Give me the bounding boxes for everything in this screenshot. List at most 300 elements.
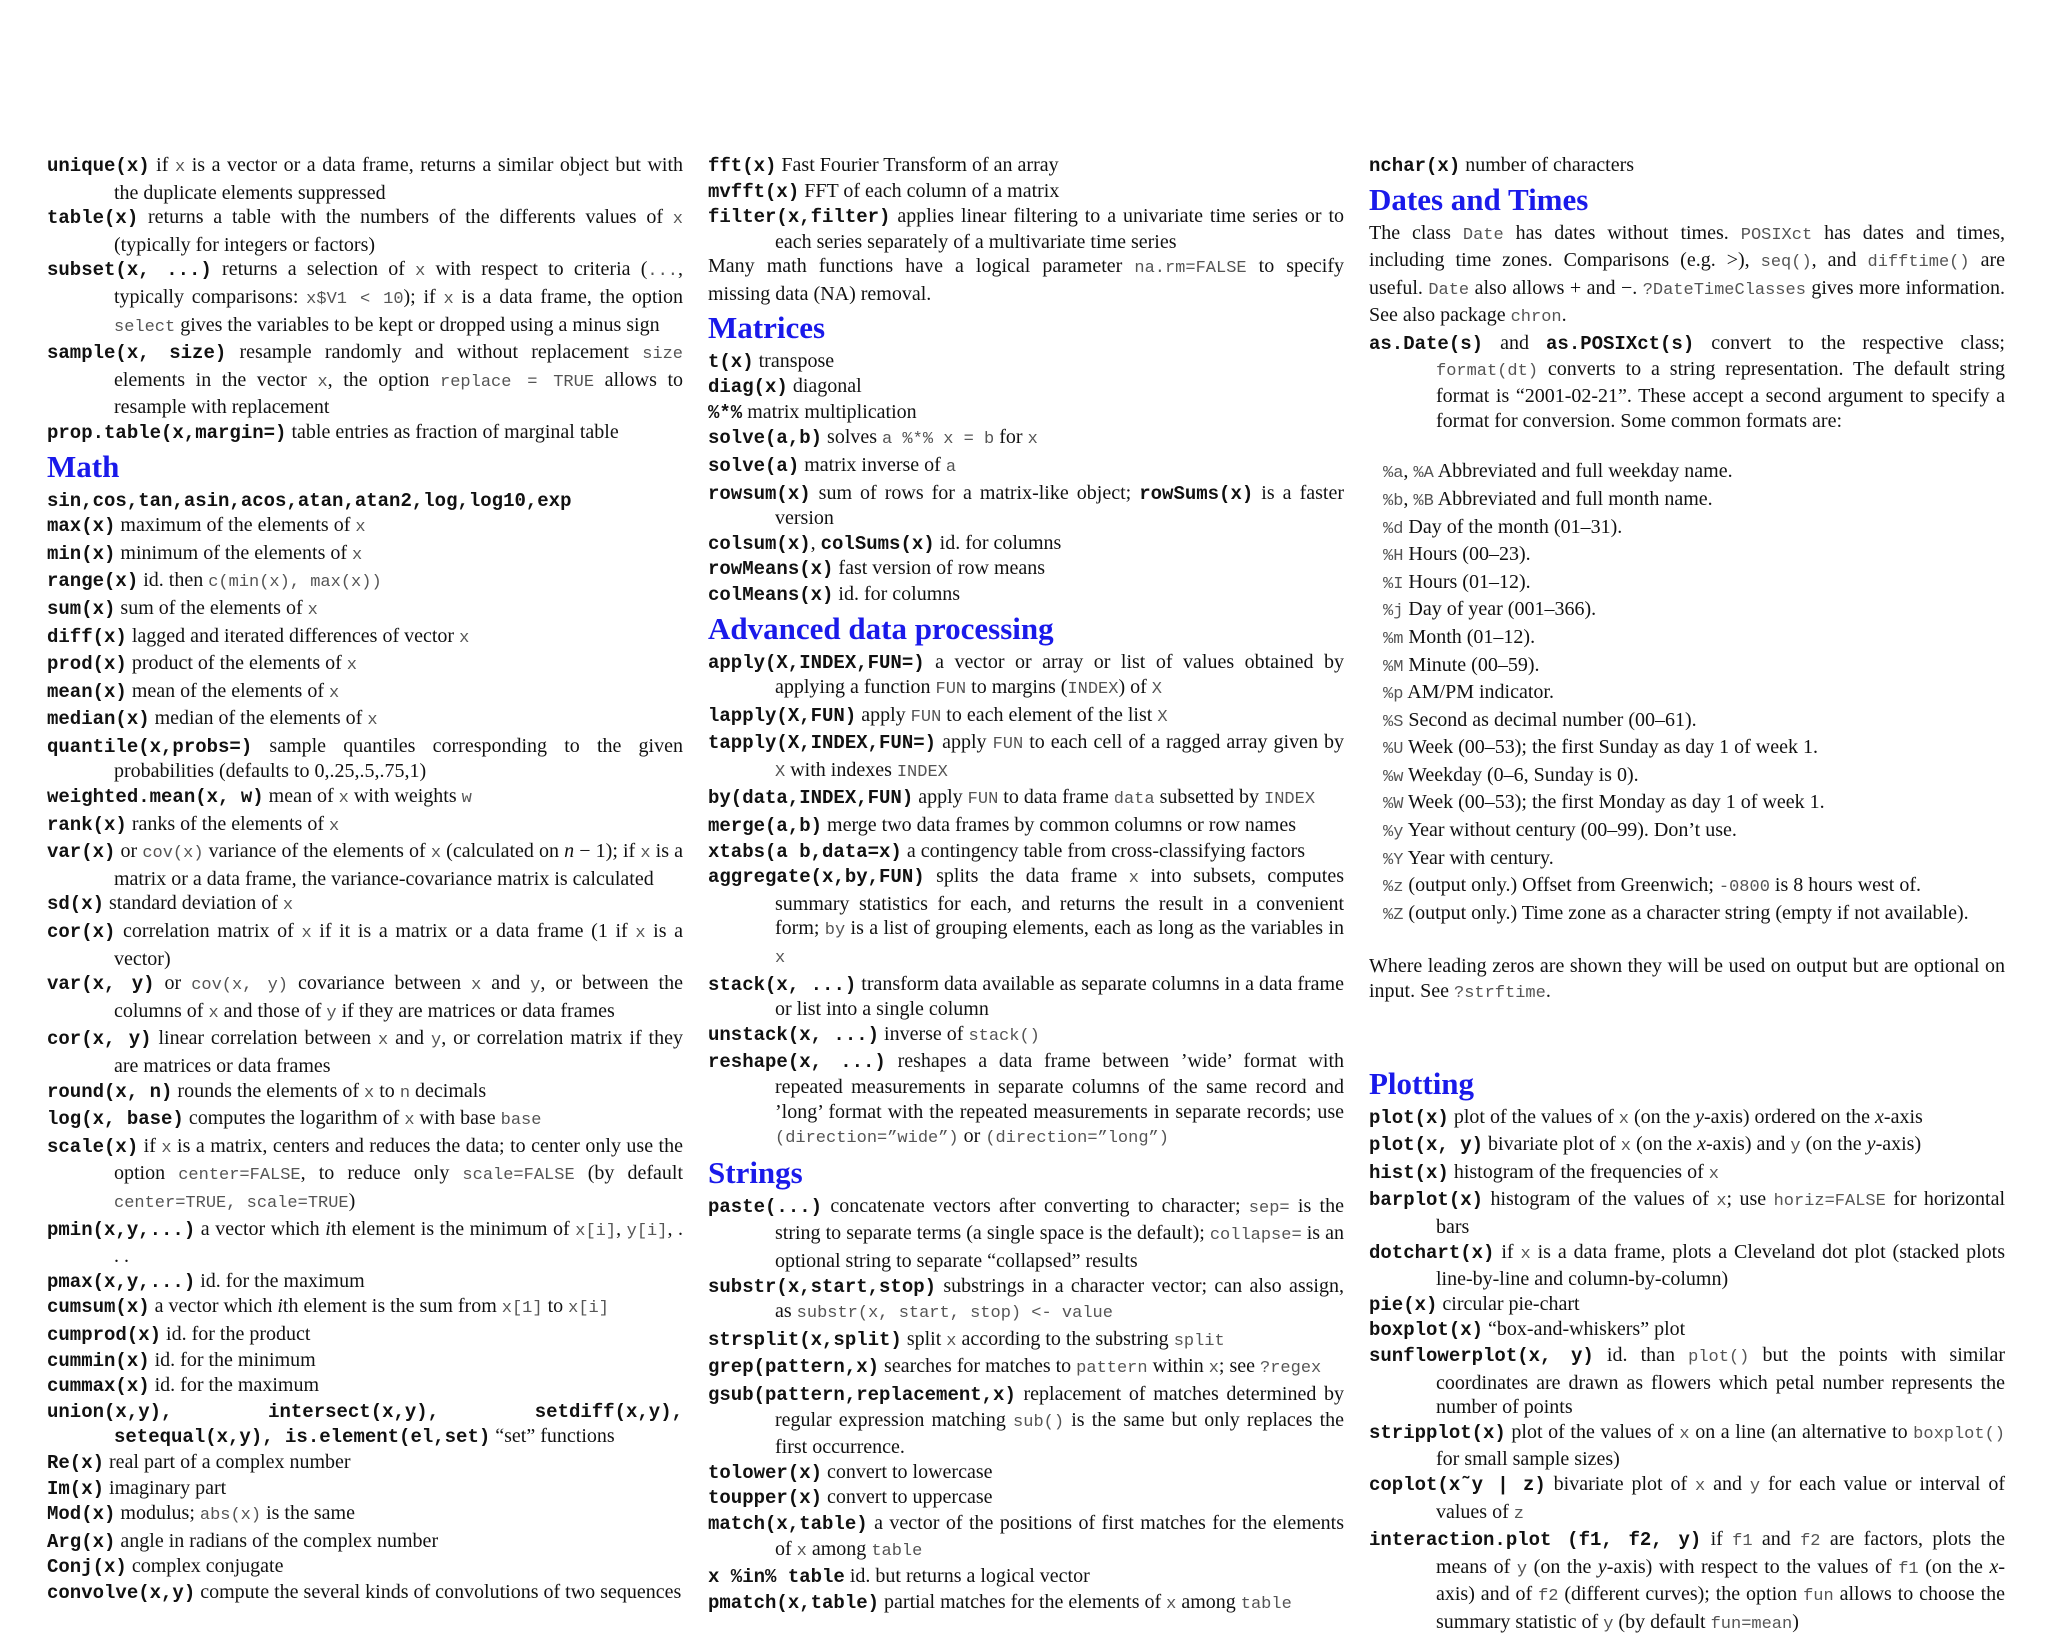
description-text: complex conjugate: [126, 1555, 284, 1578]
description-text: sample quantiles corresponding to the given probabilities (defaults to 0,.25,.5,.75,1): [114, 734, 683, 783]
reference-entry: [1369, 1472, 2005, 1527]
description-text: allows to resample with replacement: [114, 368, 684, 419]
description-text: plot of the values of: [1505, 1420, 1680, 1443]
description-text: (by default: [574, 1162, 684, 1185]
description-text: sum of rows for a matrix-like object;: [810, 481, 1140, 504]
description-text: replacement of matches determined by regular expression matching: [775, 1382, 1344, 1431]
description-text: circular pie-chart: [1437, 1292, 1580, 1315]
code-literal: POSIXct: [1740, 225, 1813, 245]
code-literal: stack(): [968, 1026, 1040, 1046]
reference-entry: [708, 374, 1344, 400]
description-text: ); if: [403, 285, 444, 308]
function-name: apply(X,INDEX,FUN=): [708, 651, 925, 674]
description-text: into subsets, computes summary statistics for each, and returns the result in a convenient form;: [775, 865, 1344, 940]
code-literal: chron: [1510, 308, 1562, 328]
function-name: match(x,table): [708, 1512, 868, 1535]
code-literal: x: [161, 1138, 172, 1158]
code-literal: (direction=”long”): [985, 1129, 1169, 1149]
description-text: maximum of the elements of: [115, 514, 356, 537]
function-name: Arg(x): [47, 1530, 116, 1553]
code-literal: y: [326, 1003, 337, 1023]
code-literal: x: [443, 289, 454, 309]
description-text: if it is a matrix or a data frame (1 if: [311, 920, 636, 943]
function-name: as.POSIXct(s): [1546, 332, 1695, 355]
format-list: [1369, 459, 2005, 928]
description-text: id. for columns: [934, 531, 1062, 554]
entry-list: [47, 488, 683, 1606]
math-symbol: i: [277, 1295, 283, 1318]
code-literal: x: [640, 844, 651, 864]
na-rm-note: [708, 254, 1344, 306]
description-text: is a faster version: [775, 481, 1344, 530]
description-text: to: [542, 1295, 569, 1318]
code-literal: x: [328, 683, 340, 703]
code-literal: ?strftime: [1454, 984, 1546, 1004]
format-code-item: [1383, 542, 2005, 570]
function-name: var(x): [47, 841, 116, 864]
code-literal: size: [642, 345, 684, 365]
function-name: scale(x): [47, 1135, 139, 1158]
description-text: among: [1176, 1590, 1241, 1613]
description-text: , . . .: [114, 1217, 684, 1268]
code-literal: y: [1516, 1559, 1528, 1579]
function-name: diag(x): [708, 376, 788, 399]
function-name: table(x): [47, 207, 139, 230]
format-code-item: [1383, 515, 2005, 543]
code-literal: %p: [1383, 685, 1404, 705]
code-literal: x: [208, 1003, 219, 1023]
description-text: “set” functions: [490, 1425, 615, 1448]
function-name: tolower(x): [708, 1461, 823, 1484]
entry-list: [708, 349, 1344, 608]
reference-entry: [708, 179, 1344, 205]
math-symbol: y: [1695, 1105, 1704, 1128]
description-text: a vector of the positions of first matches for the elements of: [775, 1511, 1344, 1560]
reference-entry: [708, 1511, 1344, 1564]
code-literal: sep=: [1248, 1198, 1290, 1218]
function-name: median(x): [47, 708, 150, 731]
reference-entry: [708, 453, 1344, 481]
code-literal: FUN: [992, 735, 1024, 755]
description-text: a contingency table from cross-classifying factors: [901, 839, 1306, 862]
code-literal: %M: [1383, 657, 1404, 677]
description-text: (on the: [1800, 1133, 1867, 1156]
description-text: -axis) with respect to the values of: [1606, 1555, 1899, 1578]
code-literal: FUN: [967, 790, 999, 810]
code-literal: a: [945, 457, 957, 477]
description-text: are useful.: [1369, 249, 2005, 299]
description-text: Day of year (001–366).: [1403, 598, 1597, 621]
format-code-item: [1383, 653, 2005, 681]
code-literal: collapse=: [1209, 1226, 1302, 1246]
description-text: correlation matrix of: [115, 920, 302, 943]
code-literal: %U: [1383, 740, 1404, 760]
format-code-item: [1383, 570, 2005, 598]
entry-list: [1369, 153, 2005, 179]
description-text: a vector which: [195, 1217, 326, 1240]
code-literal: %b: [1383, 491, 1404, 511]
reference-entry: [47, 624, 683, 652]
description-text: and: [1705, 1472, 1750, 1495]
function-name: grep(pattern,x): [708, 1356, 880, 1379]
description-text: product of the elements of: [126, 652, 347, 675]
code-literal: %H: [1383, 547, 1404, 567]
function-name: Im(x): [47, 1477, 105, 1500]
math-symbol: x: [1697, 1133, 1706, 1156]
reference-entry: [708, 1564, 1344, 1590]
description-text: a vector which: [149, 1295, 278, 1318]
reference-entry: [47, 420, 683, 446]
function-name: diff(x): [47, 625, 127, 648]
description-text: converts to a string representation. The default string format is “2001-02-21”. These accept a second argument to specify a format for conversion. Some common formats are:: [1436, 357, 2005, 432]
code-literal: cov(x, y): [191, 976, 288, 996]
function-name: cummax(x): [47, 1375, 150, 1398]
function-name: interaction.plot (f1, f2, y): [1369, 1529, 1702, 1552]
reference-entry: [708, 1485, 1344, 1511]
reference-entry: [708, 1022, 1344, 1050]
format-code-item: [1383, 597, 2005, 625]
entry-list: [708, 650, 1344, 1152]
function-name: Mod(x): [47, 1503, 116, 1526]
description-text: matrix multiplication: [742, 400, 917, 423]
format-code-item: [1383, 846, 2005, 874]
description-text: is an optional string to separate “collapsed” results: [775, 1222, 1344, 1272]
function-name: by(data,INDEX,FUN): [708, 787, 914, 810]
code-literal: x: [317, 372, 328, 392]
description-text: Abbreviated and full weekday name.: [1433, 460, 1733, 483]
description-text: is a list of grouping elements, each as long as the variables in: [845, 917, 1344, 940]
description-text: or: [958, 1125, 986, 1148]
description-text: (typically for integers or factors): [114, 233, 376, 256]
description-text: searches for matches to: [879, 1355, 1077, 1378]
description-text: rounds the elements of: [172, 1079, 365, 1102]
description-text: ,: [1403, 460, 1414, 483]
code-literal: x: [1027, 430, 1038, 450]
code-literal: center=FALSE: [178, 1166, 301, 1186]
function-name: pie(x): [1369, 1293, 1438, 1316]
function-name: log(x, base): [47, 1108, 184, 1131]
reference-entry: [47, 1476, 683, 1502]
code-literal: Date: [1462, 225, 1504, 245]
code-literal: table: [871, 1541, 923, 1561]
description-text: id. then: [138, 569, 209, 592]
function-name: reshape(x, ...): [708, 1051, 886, 1074]
description-text: (on the: [1629, 1105, 1696, 1128]
reference-entry: [708, 582, 1344, 608]
description-text: Year without century (00–99). Don’t use.: [1403, 819, 1737, 842]
code-literal: na.rm=FALSE: [1134, 259, 1247, 279]
reference-entry: [47, 734, 683, 784]
code-literal: x: [364, 1083, 375, 1103]
function-name: Conj(x): [47, 1556, 127, 1579]
reference-entry: [708, 703, 1344, 731]
function-name: dotchart(x): [1369, 1241, 1495, 1264]
function-name: solve(a): [708, 454, 800, 477]
code-literal: x: [1679, 1424, 1690, 1444]
description-text: or: [115, 840, 143, 863]
description-text: and: [481, 972, 531, 995]
function-name: plot(x, y): [1369, 1134, 1484, 1157]
code-literal: %A: [1413, 464, 1434, 484]
description-text: reshapes a data frame between ’wide’ format with repeated measurements in separate columns of the same record and ’long’ format with the repeated measurements in separate records; use: [775, 1050, 1345, 1123]
description-text: .: [1561, 304, 1567, 327]
reference-entry: [708, 813, 1344, 839]
function-name: pmin(x,y,...): [47, 1218, 196, 1241]
format-code-item: [1383, 818, 2005, 846]
description-text: applies linear filtering to a univariate time series or to each series separately of a multivariate time series: [775, 205, 1344, 253]
code-literal: substr(x, start, stop) <- value: [796, 1304, 1113, 1324]
reference-entry: [708, 556, 1344, 582]
reference-entry: [47, 153, 683, 205]
description-text: linear correlation between: [151, 1027, 379, 1050]
code-literal: a %*% x = b: [882, 430, 995, 450]
code-literal: INDEX: [1264, 790, 1316, 810]
function-name: %*%: [708, 401, 743, 424]
description-text: if: [138, 1134, 162, 1157]
reference-entry: [47, 205, 683, 257]
function-name: cumprod(x): [47, 1323, 162, 1346]
column-right: [1369, 153, 2005, 1638]
reference-entry: [1369, 1132, 2005, 1160]
description-text: angle in radians of the complex number: [115, 1529, 439, 1552]
code-literal: %a: [1383, 464, 1404, 484]
format-code-item: [1383, 625, 2005, 653]
description-text: is the same: [261, 1502, 355, 1525]
reference-entry: [47, 1554, 683, 1580]
code-literal: x: [1708, 1164, 1719, 1184]
function-name: prod(x): [47, 653, 127, 676]
description-text: transform data available as separate columns in a data frame or list into a single column: [775, 972, 1344, 1021]
reference-entry: [47, 1322, 683, 1348]
reference-entry: [47, 1529, 683, 1555]
code-literal: center=TRUE, scale=TRUE: [114, 1193, 349, 1213]
description-text: if: [1494, 1240, 1521, 1263]
reference-entry: [708, 349, 1344, 375]
description-text: , or correlation matrix if they are matrices or data frames: [114, 1027, 683, 1077]
function-name: nchar(x): [1369, 155, 1461, 177]
reference-entry: [1369, 331, 2005, 433]
description-text: are factors, plots the means of: [1436, 1528, 2005, 1578]
section-heading-advanced: Advanced data processing: [708, 610, 1054, 646]
function-name: colSums(x): [820, 532, 935, 555]
description-text: AM/PM indicator.: [1403, 681, 1554, 704]
function-name: max(x): [47, 515, 116, 538]
function-name: substr(x,start,stop): [708, 1275, 937, 1298]
description-text: (on the: [1918, 1555, 1990, 1578]
description-text: Fast Fourier Transform of an array: [776, 154, 1059, 176]
description-text: (output only.) Time zone as a character string (empty if not available).: [1403, 901, 1969, 924]
code-literal: x: [282, 896, 294, 916]
description-text: within: [1147, 1355, 1209, 1378]
reference-entry: [47, 1450, 683, 1476]
description-text: Second as decimal number (00–61).: [1403, 708, 1697, 731]
description-text: resample randomly and without replacement: [226, 341, 643, 364]
function-name: plot(x): [1369, 1106, 1449, 1129]
reference-entry: [47, 1399, 683, 1450]
description-text: to each cell of a ragged array given by: [1023, 731, 1345, 754]
function-name: rowMeans(x): [708, 558, 834, 581]
reference-entry: [1369, 1420, 2005, 1472]
description-text: -axis) and of: [1436, 1555, 2006, 1606]
description-text: convert to uppercase: [822, 1486, 993, 1509]
description-text: id. for the maximum: [149, 1374, 320, 1397]
format-code-item: [1383, 680, 2005, 708]
description-text: on a line (an alternative to: [1689, 1420, 1914, 1443]
math-symbol: i: [325, 1217, 331, 1240]
description-text: inverse of: [879, 1022, 969, 1045]
function-name: sunflowerplot(x, y): [1369, 1344, 1594, 1367]
description-text: The class: [1369, 221, 1463, 244]
description-text: (on the: [1630, 1133, 1698, 1156]
function-name: stack(x, ...): [708, 973, 857, 996]
code-literal: FUN: [935, 680, 967, 700]
description-text: id. for the maximum: [195, 1269, 365, 1292]
description-text: histogram of the values of: [1483, 1188, 1717, 1211]
math-symbol: y: [1597, 1555, 1607, 1578]
description-text: concatenate vectors after converting to character;: [822, 1194, 1249, 1217]
description-text: to data frame: [998, 786, 1114, 809]
reference-entry: [1369, 1317, 2005, 1343]
code-literal: x: [1618, 1109, 1629, 1129]
description-text: bivariate plot of: [1545, 1472, 1696, 1495]
description-text: , and: [1811, 249, 1868, 272]
entry-list: [708, 153, 1344, 254]
reference-entry: [47, 784, 683, 812]
description-text: imaginary part: [104, 1476, 227, 1499]
code-literal: f2: [1538, 1587, 1559, 1607]
reference-entry: [708, 481, 1344, 531]
reference-entry: [708, 650, 1344, 703]
description-text: -axis) ordered on the: [1703, 1105, 1876, 1128]
code-literal: x: [796, 1541, 807, 1561]
code-literal: format(dt): [1436, 361, 1539, 381]
function-name: solve(a,b): [708, 427, 823, 450]
code-literal: x: [430, 844, 442, 864]
function-name: rowsum(x): [708, 482, 811, 505]
description-text: Week (00–53); the first Sunday as day 1 of week 1.: [1403, 736, 1818, 759]
code-literal: y: [1790, 1137, 1801, 1157]
reference-entry: [47, 891, 683, 919]
code-literal: select: [114, 317, 176, 337]
description-text: , or between the columns of: [114, 972, 683, 1022]
section-heading-dates: Dates and Times: [1369, 181, 1589, 217]
reference-entry: [47, 679, 683, 707]
code-literal: x: [307, 600, 318, 620]
description-text: id. than: [1593, 1343, 1689, 1366]
reference-entry: [47, 1373, 683, 1399]
description-text: is a vector): [114, 920, 683, 970]
code-literal: x: [378, 1031, 389, 1051]
code-literal: ...: [647, 262, 678, 282]
function-name: boxplot(x): [1369, 1319, 1484, 1342]
code-literal: base: [500, 1111, 542, 1131]
function-name: quantile(x,probs=): [47, 735, 253, 758]
code-literal: %W: [1383, 795, 1404, 815]
code-literal: by: [824, 921, 846, 941]
function-name: barplot(x): [1369, 1189, 1484, 1212]
function-name: Re(x): [47, 1451, 105, 1474]
code-literal: y[i]: [626, 1221, 668, 1241]
function-name: subset(x, ...): [47, 259, 212, 282]
function-name: pmax(x,y,...): [47, 1270, 196, 1293]
description-text: (on the: [1527, 1555, 1598, 1578]
description-text: apply: [856, 703, 911, 726]
description-text: , to reduce only: [300, 1162, 463, 1185]
function-name: lapply(X,FUN): [708, 704, 857, 727]
description-text: to margins (: [966, 676, 1068, 699]
function-name: strsplit(x,split): [708, 1328, 902, 1351]
code-literal: x: [635, 924, 646, 944]
function-name: paste(...): [708, 1195, 823, 1218]
description-text: merge two data frames by common columns or row names: [822, 814, 1296, 837]
description-text: apply: [913, 786, 968, 809]
code-literal: x: [672, 210, 683, 230]
description-text: is a vector or a data frame, returns a similar object but with the duplicate elements suppressed: [114, 154, 684, 204]
code-literal: c(min(x), max(x)): [208, 573, 382, 593]
description-text: with respect to criteria (: [425, 258, 648, 281]
function-name: stripplot(x): [1369, 1421, 1506, 1444]
description-text: and: [1483, 331, 1547, 354]
description-text: is a matrix, centers and reduces the data; to center only use the option: [114, 1134, 683, 1185]
reference-entry: [708, 1194, 1344, 1274]
reference-entry: [708, 1049, 1344, 1151]
math-symbol: x: [1875, 1105, 1884, 1128]
function-name: union(x,y), intersect(x,y), setdiff(x,y), setequal(x,y), is.element(el,set): [47, 1400, 683, 1449]
description-text: splits the data frame: [924, 865, 1129, 888]
reference-entry: [47, 1106, 683, 1134]
description-text: ; see: [1218, 1355, 1261, 1378]
function-name: t(x): [708, 350, 754, 373]
code-literal: z: [1513, 1504, 1524, 1524]
description-text: Where leading zeros are shown they will be used on output but are optional on input. See: [1369, 955, 2005, 1003]
description-text: subsetted by: [1154, 786, 1265, 809]
description-text: returns a selection of: [211, 258, 416, 281]
reference-entry: [708, 153, 1344, 179]
function-name: filter(x,filter): [708, 206, 891, 229]
description-text: Week (00–53); the first Monday as day 1 of week 1.: [1403, 791, 1825, 814]
description-text: apply: [936, 731, 993, 754]
description-text: partial matches for the elements of: [879, 1590, 1167, 1613]
code-literal: INDEX: [896, 762, 948, 782]
reference-entry: [47, 1294, 683, 1322]
function-name: sum(x): [47, 597, 116, 620]
reference-entry: [47, 513, 683, 541]
description-text: fast version of row means: [833, 557, 1046, 580]
reference-entry: [1369, 1292, 2005, 1318]
reference-entry: [708, 1460, 1344, 1486]
description-text: is the string to separate terms (a single space is the default);: [775, 1194, 1344, 1245]
code-literal: ?regex: [1260, 1359, 1322, 1379]
description-text: is a data frame, the option: [453, 285, 683, 308]
description-text: ): [1792, 1610, 1799, 1633]
description-text: to specify missing data (NA) removal.: [708, 255, 1344, 305]
description-text: solves: [822, 426, 883, 449]
code-literal: x: [415, 262, 426, 282]
section-heading-matrices: Matrices: [708, 309, 826, 345]
reference-entry: [47, 971, 683, 1026]
description-text: with base: [414, 1107, 501, 1130]
reference-entry: [708, 864, 1344, 971]
function-name: prop.table(x,margin=): [47, 421, 287, 444]
code-literal: sub(): [1013, 1412, 1065, 1432]
code-literal: x: [329, 816, 340, 836]
format-code-item: [1383, 708, 2005, 736]
format-code-item: [1383, 901, 2005, 929]
description-text: id. for the product: [161, 1322, 311, 1345]
description-text: also allows + and −.: [1469, 276, 1643, 299]
reference-entry: [1369, 1240, 2005, 1292]
description-text: computes the logarithm of: [183, 1107, 405, 1130]
